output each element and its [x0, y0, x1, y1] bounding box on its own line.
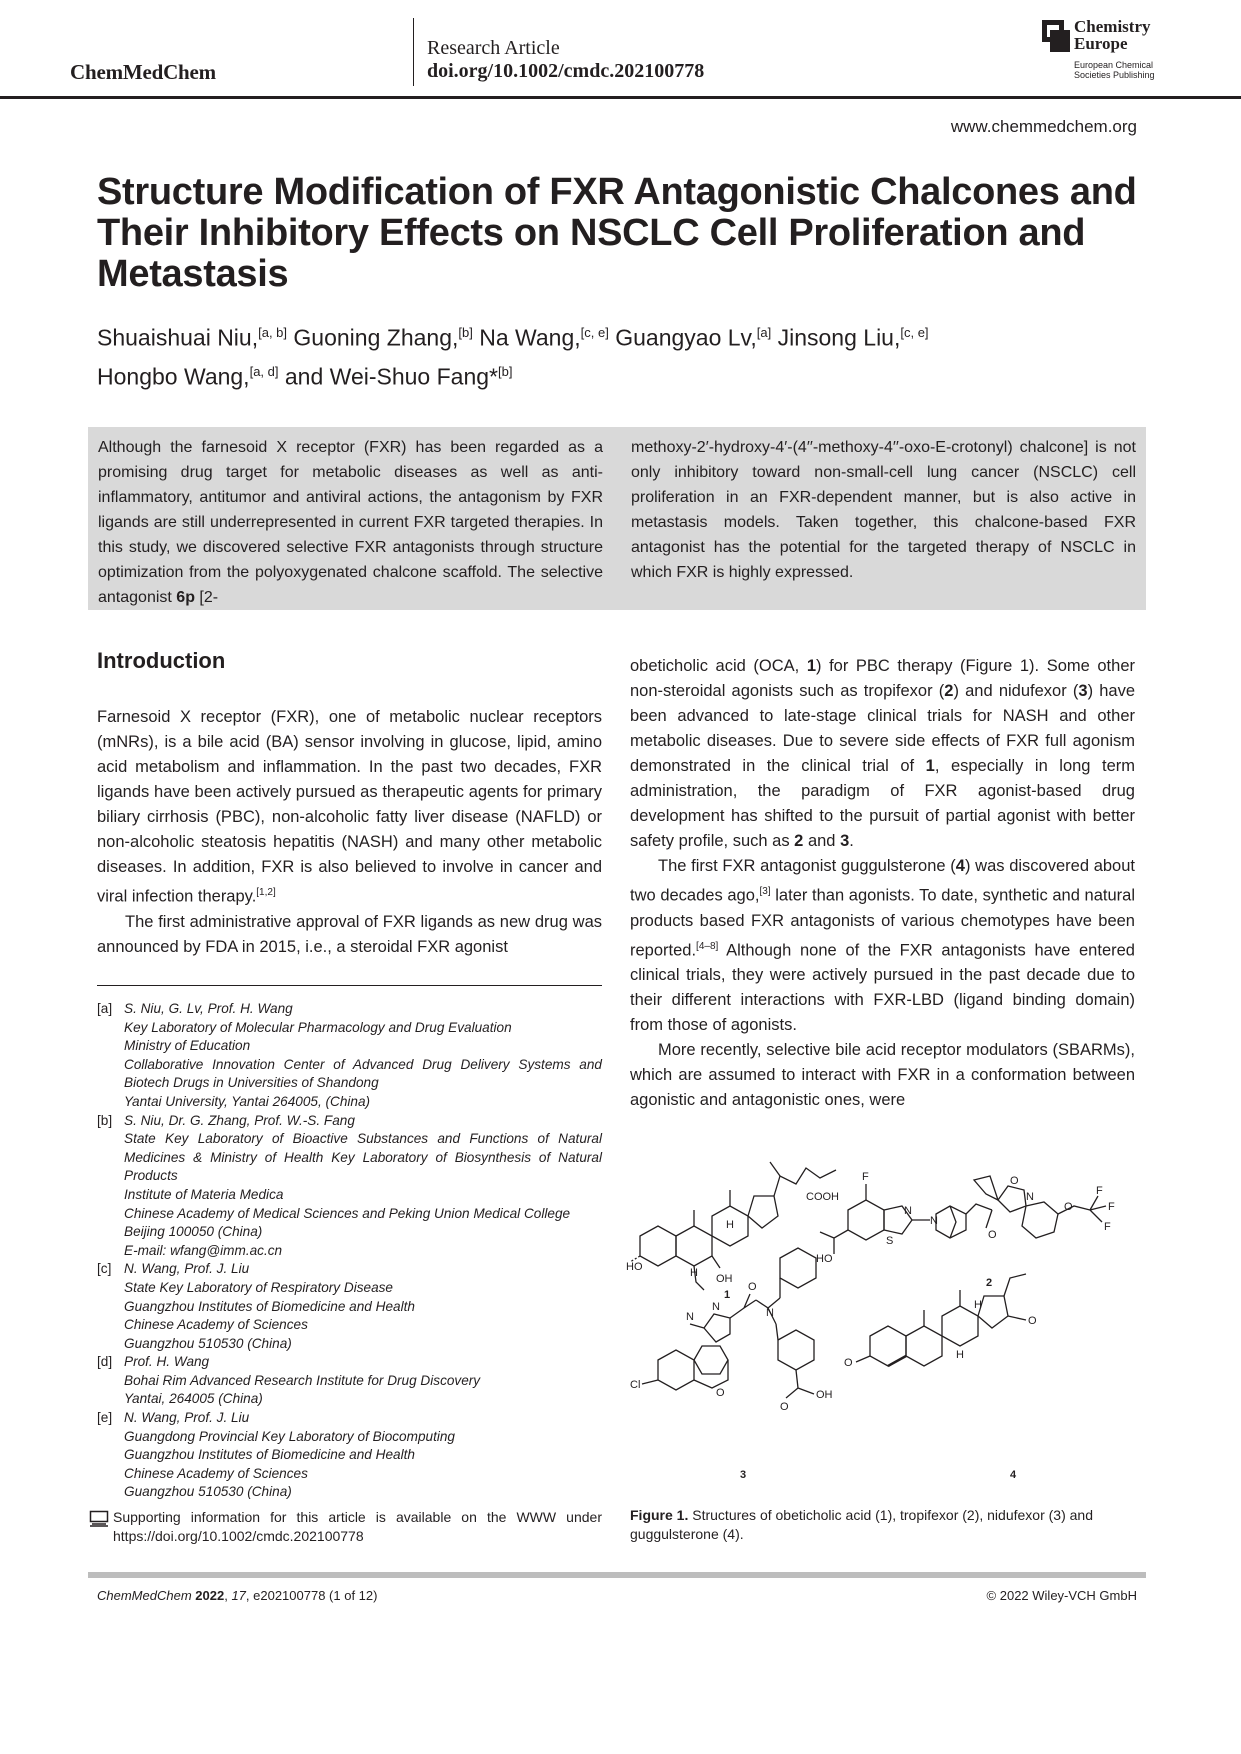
- chemistry-europe-logo-block: [1050, 30, 1070, 52]
- author: and Wei-Shuo Fang*: [284, 363, 498, 390]
- svg-text:O: O: [748, 1281, 757, 1293]
- svg-text:O: O: [716, 1387, 725, 1399]
- supporting-info-note: Supporting information for this article is available on the WWW under https://doi.org/10.1002/cmdc.202100778: [89, 1508, 602, 1546]
- svg-text:O: O: [780, 1401, 789, 1413]
- journal-website-link[interactable]: www.chemmedchem.org: [950, 117, 1137, 136]
- paragraph: Farnesoid X receptor (FXR), one of metabolic nuclear receptors (mNRs), is a bile acid (BA) sensor involving in glucose, lipid, amino acid metabolism and inflammation. In the past two decades, FXR ligands have been actively pursued as therapeutic agents for primary biliary cirrhosis (PBC), non-alcoholic fatty liver disease (NAFLD) or non-alcoholic steatosis hepatitis (NASH) and many other metabolic diseases. In addition, FXR is also believed to involve in cancer and viral infection therapy.[1,2]: [97, 708, 602, 906]
- svg-text:OH: OH: [716, 1273, 733, 1285]
- paragraph: obeticholic acid (OCA, 1) for PBC therapy (Figure 1). Some other non-steroidal agonists such as tropifexor (2) and nidufexor (3) have been advanced to late-stage clinical trials for NASH and other metabolic diseases. Due to severe side effects of FXR full agonism demonstrated in the clinical trial of 1, especially in long term administration, the paradigm of FXR agonist-based drug development has shifted to the pursuit of partial agonist with better safety profile, such as 2 and 3.: [630, 657, 1136, 850]
- body-right-column: [630, 654, 1135, 1113]
- svg-text:N: N: [904, 1205, 912, 1217]
- footnote-rule: [97, 985, 602, 986]
- affiliation-e: [e] N. Wang, Prof. J. Liu Guangdong Provincial Key Laboratory of Biocomputing Guangzhou Institutes of Biomedicine and Health Chinese Academy of Sciences Guangzhou 510530 (China): [97, 1410, 455, 1500]
- svg-text:Cl: Cl: [630, 1379, 641, 1391]
- paragraph: The first FXR antagonist guggulsterone (4) was discovered about two decades ago,[3] later than agonists. To date, synthetic and natural products based FXR antagonists of various chemotypes have been reported.[4–8] Although none of the FXR antagonists have entered clinical trials, they were actively pursued in the past decade due to their different interactions with FXR-LBD (ligand binding domain) from those of agonists.: [630, 857, 1135, 1034]
- svg-text:H: H: [956, 1349, 964, 1361]
- svg-text:COOH: COOH: [806, 1191, 839, 1203]
- compound-4-label: 4: [1010, 1469, 1017, 1481]
- publisher-name: Chemistry Europe: [1074, 17, 1151, 53]
- affiliation-d: [d] Prof. H. Wang Bohai Rim Advanced Research Institute for Drug Discovery Yantai, 264005 (China): [97, 1354, 481, 1407]
- author: Shuaishuai Niu,: [97, 324, 259, 351]
- svg-text:HO: HO: [816, 1253, 833, 1265]
- doi-link[interactable]: doi.org/10.1002/cmdc.202100778: [427, 60, 705, 82]
- header-rule: [0, 96, 1241, 99]
- svg-text:N: N: [686, 1311, 694, 1323]
- contact-email[interactable]: E-mail: wfang@imm.ac.cn: [124, 1242, 283, 1258]
- page-citation: ChemMedChem 2022, 17, e202100778 (1 of 12): [97, 1588, 378, 1603]
- svg-text:O: O: [844, 1357, 853, 1369]
- paragraph: The first administrative approval of FXR ligands as new drug was announced by FDA in 2015, i.e., a steroidal FXR agonist: [97, 912, 602, 956]
- compound-1-label: 1: [724, 1289, 731, 1301]
- svg-text:O: O: [1064, 1201, 1073, 1213]
- guggulsterone-structure: [856, 1274, 1026, 1366]
- svg-text:F: F: [1104, 1221, 1111, 1233]
- svg-text:HO: HO: [626, 1261, 643, 1273]
- compound-3-label: 3: [740, 1469, 747, 1481]
- author-list: Shuaishuai Niu,[a, b] Guoning Zhang,[b] Na Wang,[c, e] Guangyao Lv,[a] Jinsong Liu,[c, e] Hongbo Wang,[a, d] and Wei-Shuo Fang*[b]: [97, 324, 929, 390]
- abstract-right-column: methoxy-2′-hydroxy-4′-(4′′-methoxy-4′′-oxo-E-crotonyl) chalcone] is not only inhibitory toward non-small-cell lung cancer (NSCLC) cell proliferation in an FXR-dependent manner, but is also active in metastasis models. Taken together, this chalcone-based FXR antagonist has the potential for the targeted therapy of NSCLC in which FXR is highly expressed.: [631, 439, 1136, 581]
- compound-2-label: 2: [986, 1277, 993, 1289]
- affiliation-a: [a] S. Niu, G. Lv, Prof. H. Wang Key Laboratory of Molecular Pharmacology and Drug Evaluation Ministry of Education Collaborative Innovation Center of Advanced Drug Delivery Systems and Biotech Drugs in Universities of Shandong Yantai University, Yantai 264005, (China): [97, 1001, 602, 1109]
- author: Hongbo Wang,: [97, 363, 250, 390]
- footer-bar: [88, 1572, 1146, 1578]
- computer-icon: [89, 1508, 113, 1546]
- svg-text:F: F: [862, 1171, 869, 1183]
- article-title: Structure Modification of FXR Antagonistic Chalcones and Their Inhibitory Effects on NSCLC Cell Proliferation and Metastasis: [97, 171, 1137, 295]
- tropifexor-structure: [820, 1176, 1106, 1254]
- nidufexor-structure: [642, 1248, 816, 1398]
- author: Guoning Zhang,: [293, 324, 459, 351]
- svg-text:F: F: [1096, 1185, 1103, 1197]
- paragraph: More recently, selective bile acid receptor modulators (SBARMs), which are assumed to interact with FXR in a conformation between agonistic and antagonistic ones, were: [630, 1041, 1135, 1109]
- figure-1-caption: Figure 1. Structures of obeticholic acid (1), tropifexor (2), nidufexor (3) and guggulsterone (4).: [630, 1507, 1093, 1542]
- introduction-heading: Introduction: [97, 648, 226, 673]
- svg-text:OH: OH: [816, 1389, 833, 1401]
- affiliation-b: [b] S. Niu, Dr. G. Zhang, Prof. W.-S. Fang State Key Laboratory of Bioactive Substances and Functions of Natural Medicines & Ministry of Health Key Laboratory of Biosynthesis of Natural Products Institute of Materia Medica Chinese Academy of Medical Sciences and Peking Union Medical College Beijing 100050 (China) E-mail: wfang@imm.ac.cn: [97, 1112, 602, 1261]
- svg-text:N: N: [1026, 1191, 1034, 1203]
- affiliations: [97, 1000, 602, 1502]
- publisher-subtitle: European Chemical Societies Publishing: [1074, 60, 1155, 80]
- svg-text:H: H: [690, 1267, 698, 1279]
- abstract-left-column: Although the farnesoid X receptor (FXR) has been regarded as a promising drug target for metabolic diseases as well as anti-inflammatory, antitumor and antiviral actions, the antagonism by FXR ligands are still underrepresented in current FXR targeted therapies. In this study, we discovered selective FXR antagonists through structure optimization from the polyoxygenated chalcone scaffold. The selective antagonist 6p [2-: [98, 439, 603, 606]
- svg-text:N: N: [930, 1215, 938, 1227]
- affiliation-c: [c] N. Wang, Prof. J. Liu State Key Laboratory of Respiratory Disease Guangzhou Institutes of Biomedicine and Health Chinese Academy of Sciences Guangzhou 510530 (China): [97, 1261, 415, 1351]
- author: Na Wang,: [479, 324, 581, 351]
- svg-text:F: F: [1108, 1201, 1115, 1213]
- article-type: Research Article: [427, 37, 560, 59]
- svg-text:O: O: [1028, 1315, 1037, 1327]
- svg-text:O: O: [1010, 1175, 1019, 1187]
- author: Guangyao Lv,: [615, 324, 757, 351]
- body-left-column: [97, 705, 602, 960]
- abstract-box: [88, 427, 1146, 610]
- svg-text:O: O: [988, 1229, 997, 1241]
- svg-text:H: H: [726, 1219, 734, 1231]
- figure-1-structures: [626, 1148, 1140, 1488]
- author: Jinsong Liu,: [777, 324, 901, 351]
- journal-name: ChemMedChem: [70, 60, 216, 84]
- svg-text:N: N: [712, 1301, 720, 1313]
- svg-text:S: S: [886, 1235, 894, 1247]
- svg-text:N: N: [766, 1307, 774, 1319]
- svg-text:H: H: [974, 1299, 982, 1311]
- header-divider: [413, 18, 414, 86]
- copyright-notice: © 2022 Wiley-VCH GmbH: [986, 1588, 1137, 1603]
